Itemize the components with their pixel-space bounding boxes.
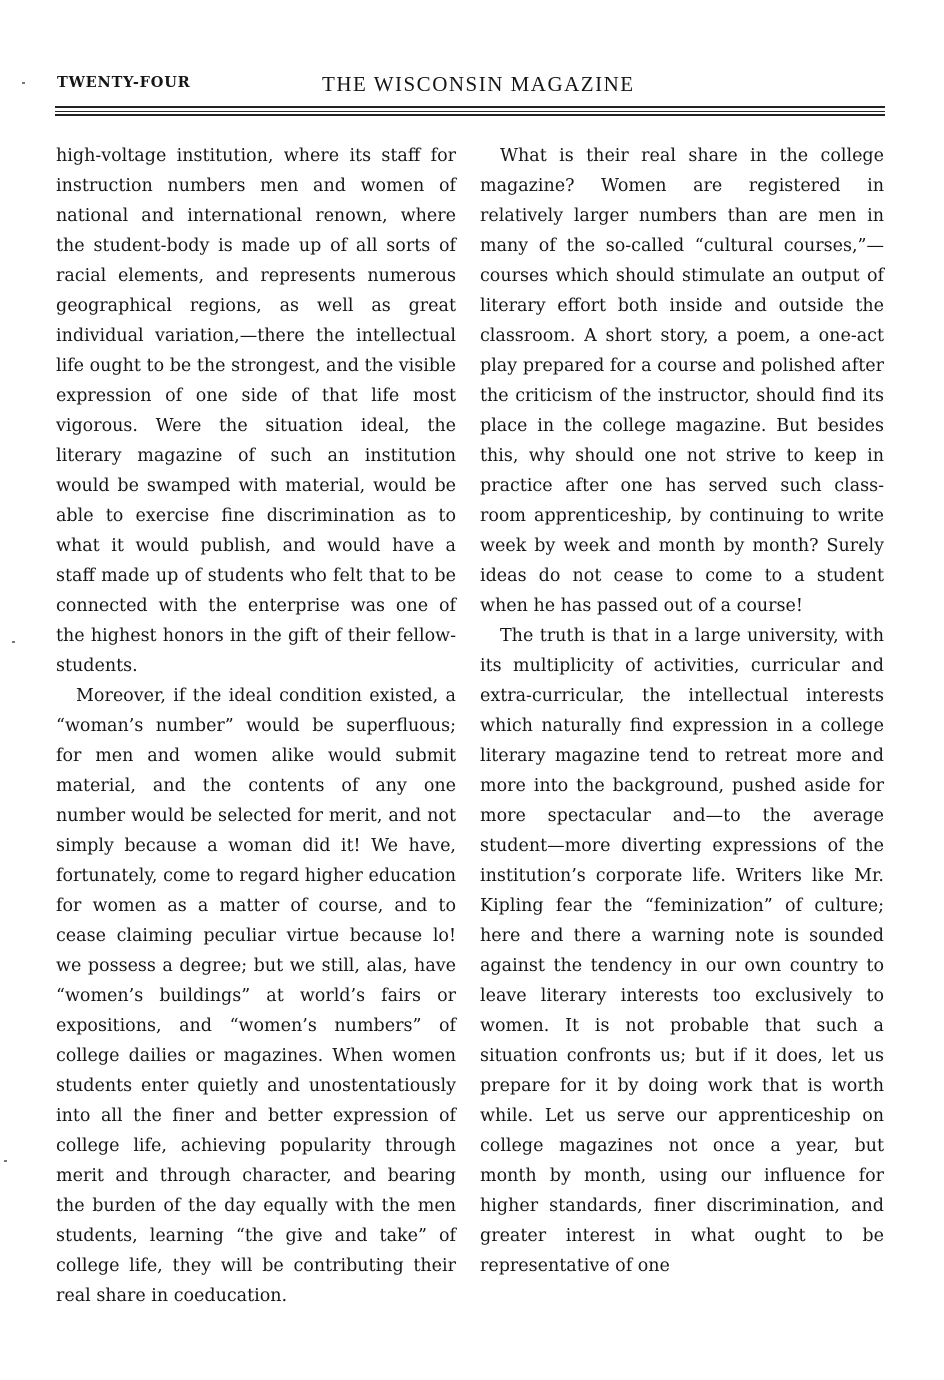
left-paragraph-2: Moreover, if the ideal condition existed, a “woman’s number” would be superfluous; for men and women alike would submit material, and the contents of any one number would be selected for merit, and not simply because a woman did it! We have, fortunately, come to regard higher education for women as a matter of course, and to cease claiming peculiar virtue because lo! we possess a degree; but we still, alas, have “women’s buildings” at world’s fairs or expositions, and “women’s numbers” of college dailies or magazines. When women students enter quietly and unostentatiously into all the finer and better expression of college life, achieving popularity through merit and through character, and bearing the burden of the day equally with the men students, learning “the give and take” of college life, they will be contributing their real share in coeducation. (56, 686, 456, 1306)
right-column (480, 141, 884, 1281)
left-paragraph-1: high-voltage institution, where its staff for instruction numbers men and women of national and international renown, where the student-body is made up of all sorts of racial elements, and represents numerous geographical regions, as well as great individual variation,—there the intellectual life ought to be the strongest, and the visible expression of one side of that life most vigorous. Were the situation ideal, the literary magazine of such an institution would be swamped with material, would be able to exercise fine discrimination as to what it would publish, and would have a staff made up of students who felt that to be connected with the enterprise was one of the highest honors in the gift of their fellow-students. (56, 146, 456, 676)
scan-speck (4, 1160, 7, 1162)
header-rule-top (55, 106, 885, 108)
header-rule-bottom (55, 114, 885, 116)
running-header (0, 72, 944, 102)
header-rule-middle (55, 111, 885, 112)
right-paragraph-2: The truth is that in a large university, with its multiplicity of activities, curricular and extra-curricular, the intellectual interests which naturally find expression in a college literary magazine tend to retreat more and more into the background, pushed aside for more spectacular and—to the average student—more diverting expressions of the institution’s corporate life. Writers like Mr. Kipling fear the “feminization” of culture; here and there a warning note is sounded against the tendency in our own country to leave literary interests too exclusively to women. It is not probable that such a situation confronts us; but if it does, let us prepare for it by doing work that is worth while. Let us serve our apprenticeship on college magazines not once a year, but month by month, using our influence for higher standards, finer discrimination, and greater interest in what ought to be representative of one (480, 626, 884, 1276)
magazine-title: THE WISCONSIN MAGAZINE (322, 72, 635, 96)
page-number: TWENTY-FOUR (57, 74, 191, 91)
scan-speck (12, 641, 15, 643)
left-column (56, 141, 456, 1311)
scan-speck (22, 82, 25, 84)
right-paragraph-1: What is their real share in the college magazine? Women are registered in relatively larger numbers than are men in many of the so-called “cultural courses,”—courses which should stimulate an output of literary effort both inside and outside the classroom. A short story, a poem, a one-act play prepared for a course and polished after the criticism of the instructor, should find its place in the college magazine. But besides this, why should one not strive to keep in practice after one has served such class-room apprenticeship, by continuing to write week by week and month by month? Surely ideas do not cease to come to a student when he has passed out of a course! (480, 146, 884, 616)
